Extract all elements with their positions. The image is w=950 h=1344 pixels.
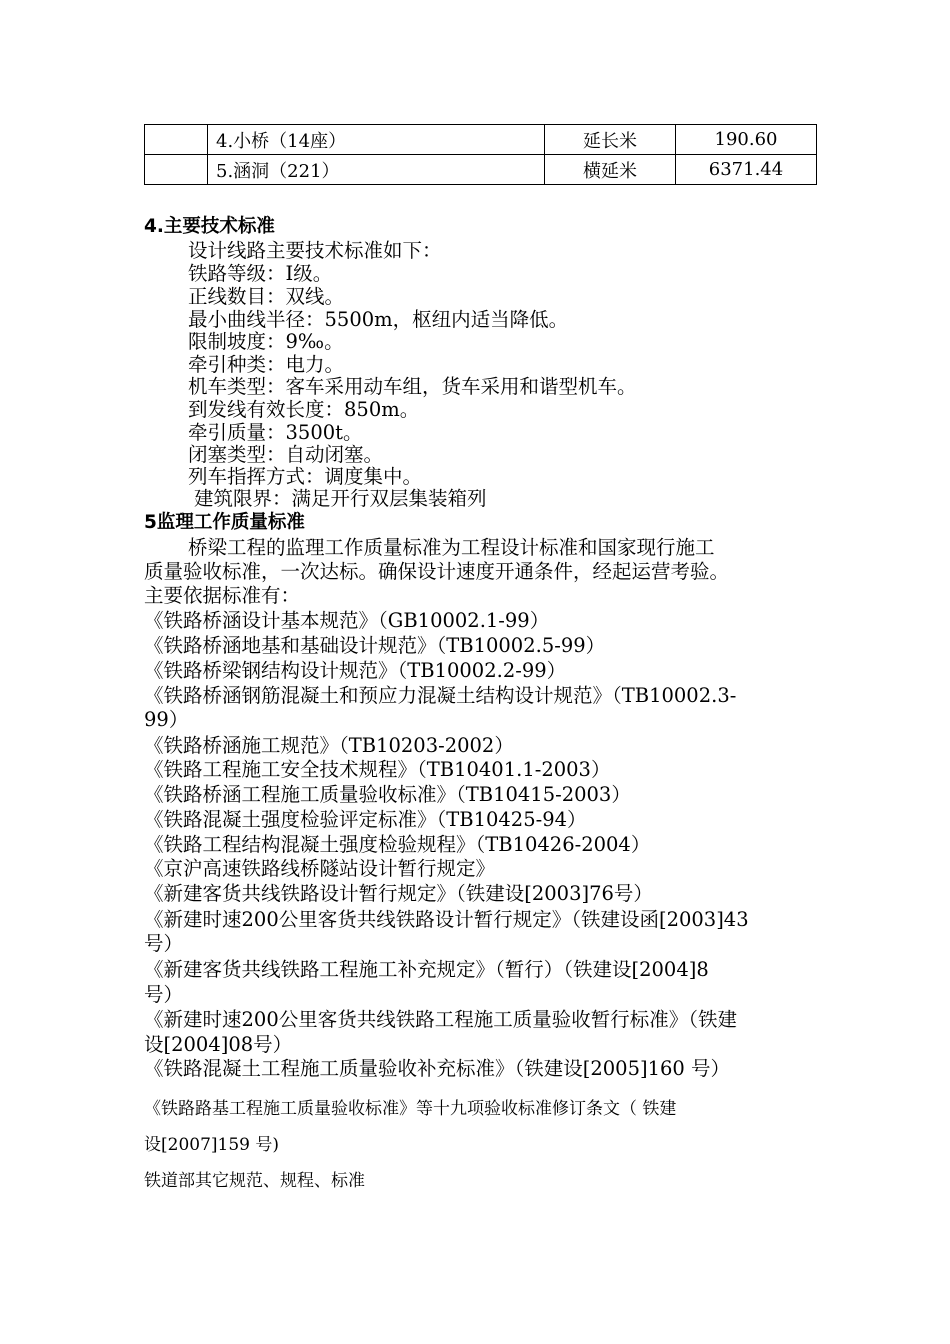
table-cell-value: 190.60: [676, 125, 817, 155]
section4-line: 正线数目：双线。: [188, 285, 345, 308]
standard-item: 《铁路桥涵施工规范》（TB10203-2002）: [144, 734, 514, 757]
section5-heading: 5监理工作质量标准: [144, 512, 305, 533]
standard-item: 《铁路桥涵钢筋混凝土和预应力混凝土结构设计规范》（TB10002.3-: [144, 684, 737, 707]
standard-item: 铁道部其它规范、规程、标准: [144, 1171, 365, 1191]
standard-item: 《铁路桥梁钢结构设计规范》（TB10002.2-99）: [144, 659, 567, 682]
standard-item: 《新建客货共线铁路工程施工补充规定》（暂行）（铁建设[2004]8: [144, 958, 709, 981]
standard-item: 《铁路桥涵工程施工质量验收标准》（TB10415-2003）: [144, 783, 631, 806]
standard-item: 《铁路工程施工安全技术规程》（TB10401.1-2003）: [144, 758, 611, 781]
standard-item: 《京沪高速铁路线桥隧站设计暂行规定》: [144, 857, 496, 880]
section4-line: 闭塞类型：自动闭塞。: [188, 443, 384, 466]
section4-line: 限制坡度：9‰。: [188, 330, 344, 353]
section4-line: 机车类型：客车采用动车组，货车采用和谐型机车。: [188, 375, 637, 398]
section4-line: 列车指挥方式：调度集中。: [188, 465, 423, 488]
section5-intro-line: 桥梁工程的监理工作质量标准为工程设计标准和国家现行施工: [188, 536, 715, 559]
table-cell-value: 6371.44: [676, 155, 817, 185]
table-cell-item: 4.小桥（14座）: [208, 125, 545, 155]
section4-heading: 4.主要技术标准: [144, 216, 275, 237]
standard-item: 《铁路混凝土强度检验评定标准》（TB10425-94）: [144, 808, 587, 831]
section4-line: 铁路等级：Ⅰ级。: [188, 262, 333, 285]
section5-intro-line: 主要依据标准有：: [144, 584, 301, 607]
table-row: [145, 125, 817, 155]
standard-item: 设[2004]08号）: [144, 1033, 293, 1056]
standard-item: 《铁路混凝土工程施工质量验收补充标准》（铁建设[2005]160 号）: [144, 1057, 731, 1080]
table-cell-unit: 横延米: [545, 155, 676, 185]
section4-line: 设计线路主要技术标准如下：: [188, 239, 442, 262]
section4-line: 牵引种类：电力。: [188, 353, 345, 376]
standard-item: 《新建时速200公里客货共线铁路设计暂行规定》（铁建设函[2003]43: [144, 908, 749, 931]
section4-line: 到发线有效长度：850m。: [188, 398, 420, 421]
table-cell-no: [145, 155, 208, 185]
standard-item: 号）: [144, 932, 184, 955]
quantity-table: [144, 124, 817, 185]
standard-item: 《铁路桥涵设计基本规范》（GB10002.1-99）: [144, 609, 550, 632]
table-cell-no: [145, 125, 208, 155]
standard-item: 《新建时速200公里客货共线铁路工程施工质量验收暂行标准》（铁建: [144, 1008, 737, 1031]
standard-item: 设[2007]159 号): [144, 1135, 280, 1155]
section4-line: 最小曲线半径：5500m，枢纽内适当降低。: [188, 308, 569, 331]
section5-intro-line: 质量验收标准，一次达标。确保设计速度开通条件，经起运营考验。: [144, 560, 730, 583]
section4-line: 牵引质量：3500t。: [188, 421, 363, 444]
standard-item: 99）: [144, 708, 189, 731]
standard-item: 《新建客货共线铁路设计暂行规定》（铁建设[2003]76号）: [144, 882, 653, 905]
table-cell-item: 5.涵洞（221）: [208, 155, 545, 185]
table-row: [145, 155, 817, 185]
standard-item: 《铁路工程结构混凝土强度检验规程》（TB10426-2004）: [144, 833, 651, 856]
standard-item: 《铁路路基工程施工质量验收标准》等十九项验收标准修订条文（ 铁建: [144, 1099, 677, 1119]
standard-item: 号）: [144, 983, 184, 1006]
table-cell-unit: 延长米: [545, 125, 676, 155]
section4-line: 建筑限界：满足开行双层集装箱列: [194, 487, 487, 510]
standard-item: 《铁路桥涵地基和基础设计规范》（TB10002.5-99）: [144, 634, 606, 657]
